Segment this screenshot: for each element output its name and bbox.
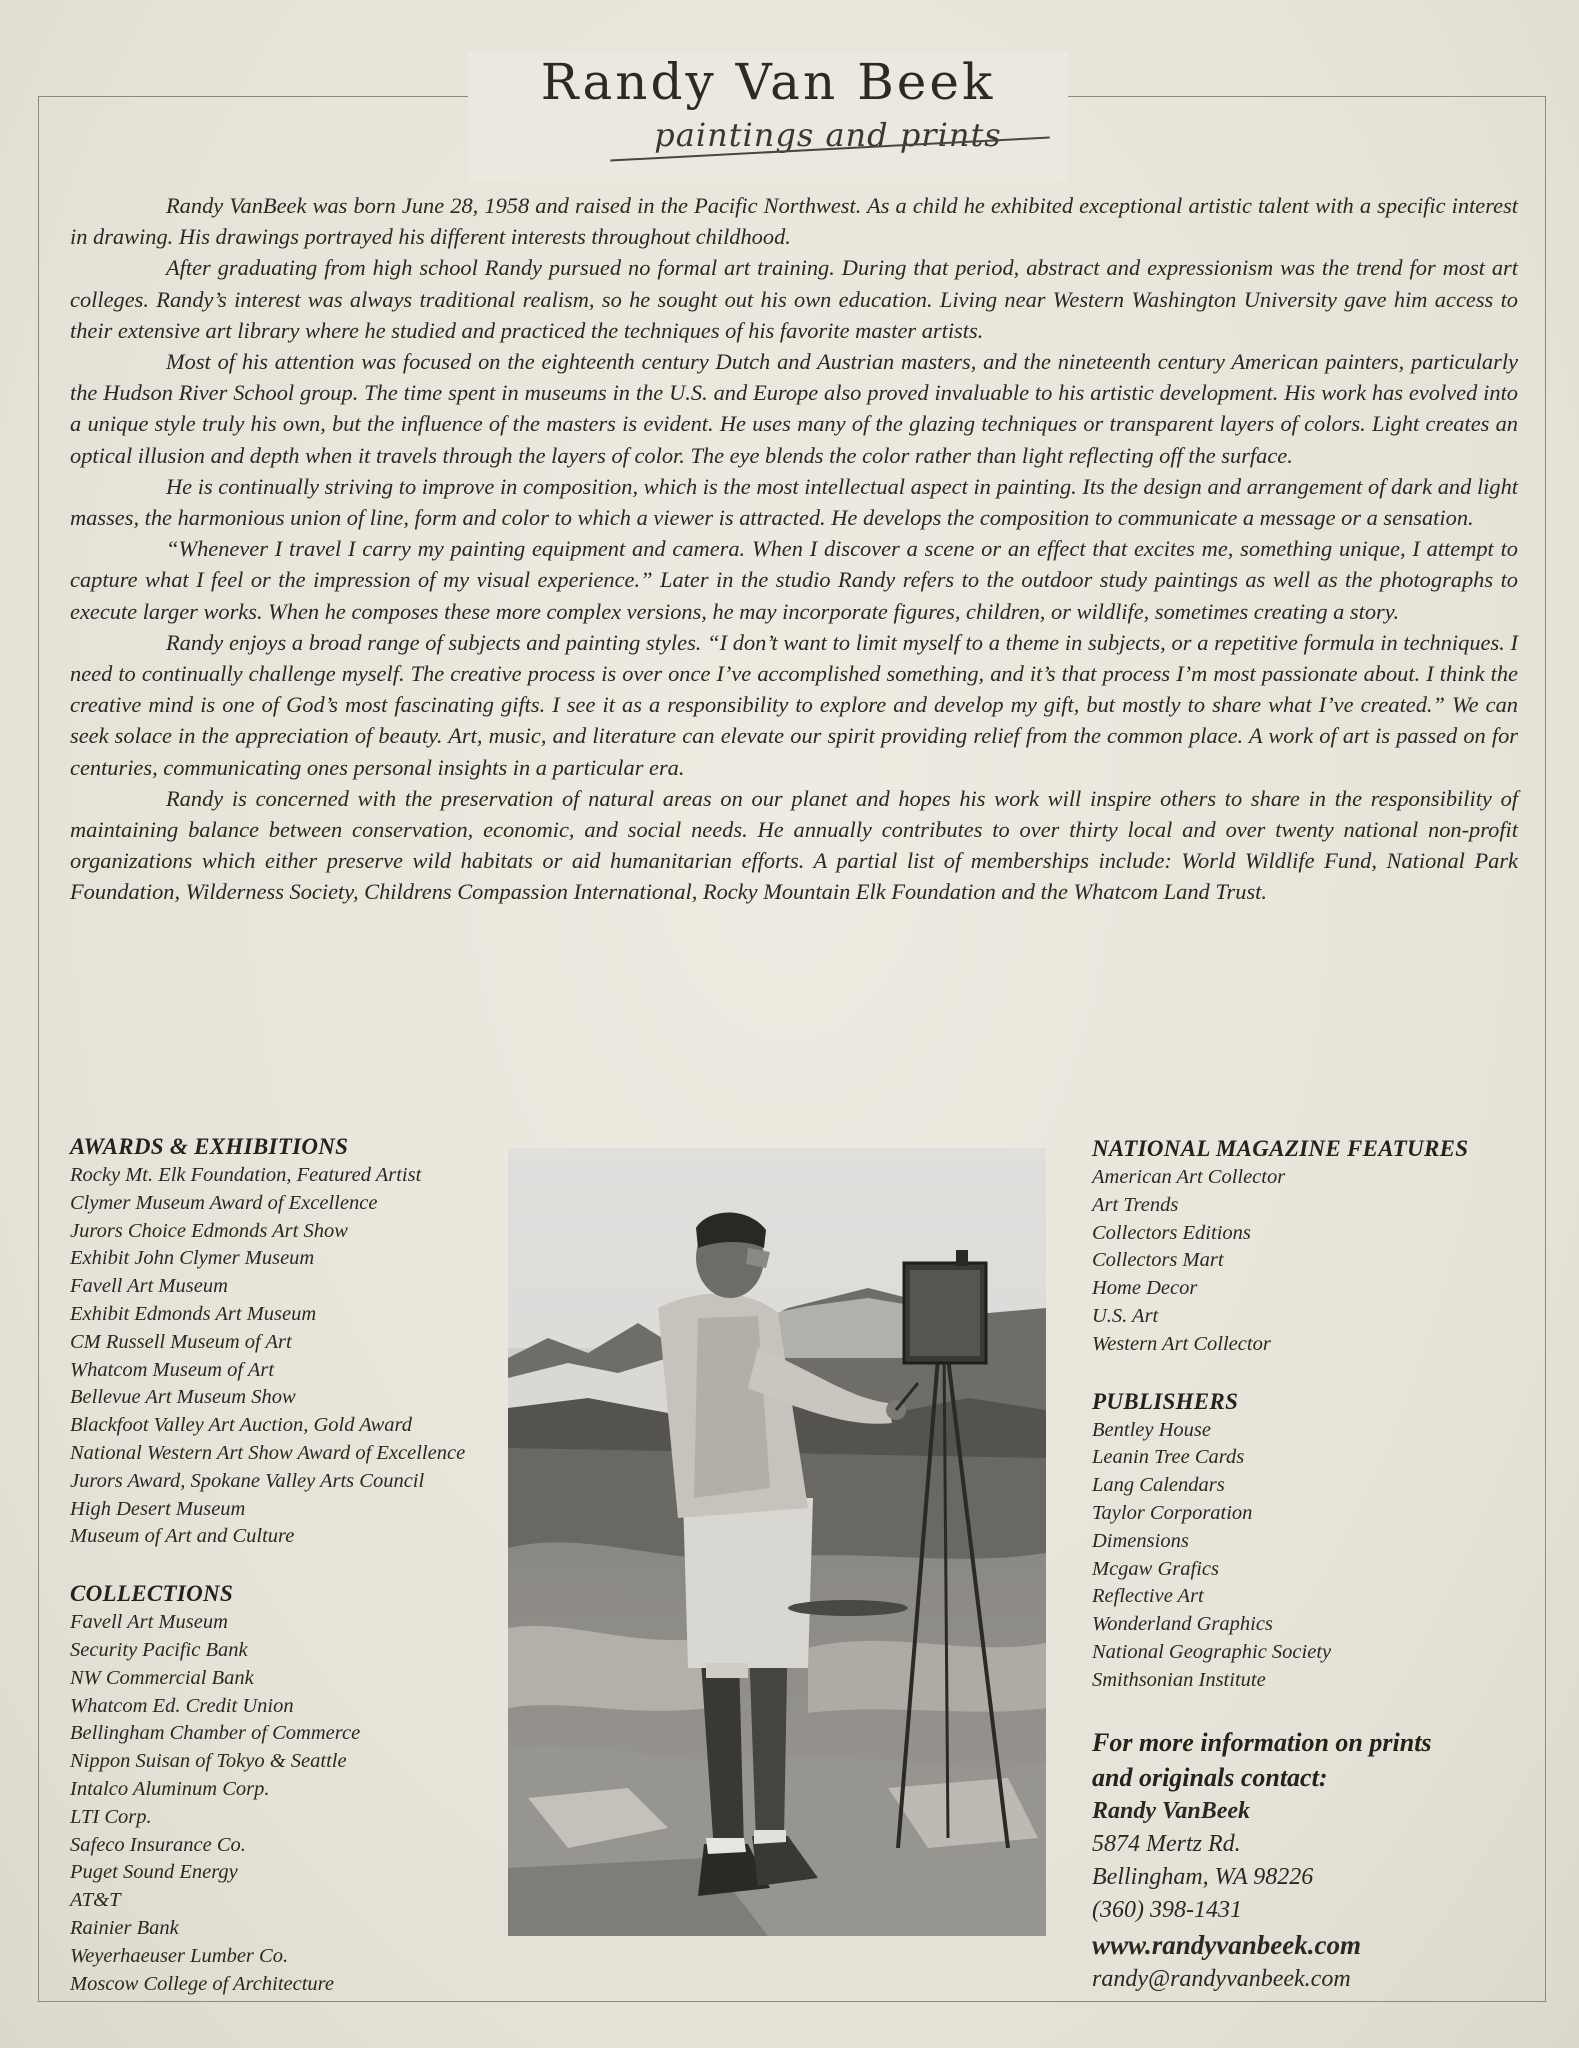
publishers-heading: PUBLISHERS [1092, 1388, 1239, 1414]
list-item: Smithsonian Institute [1092, 1668, 1266, 1691]
page-subtitle: paintings and prints [654, 116, 1002, 154]
list-item: Collectors Editions [1092, 1221, 1251, 1244]
list-item: Security Pacific Bank [70, 1638, 248, 1661]
contact-phone: (360) 398-1431 [1092, 1896, 1242, 1923]
list-item: Collectors Mart [1092, 1249, 1224, 1272]
biography [70, 190, 1518, 908]
awards-heading: AWARDS & EXHIBITIONS [70, 1134, 349, 1159]
collections-heading: COLLECTIONS [70, 1581, 234, 1607]
list-item: AT&T [70, 1889, 121, 1912]
list-item: U.S. Art [1092, 1304, 1159, 1327]
list-item: Museum of Art and Culture [70, 1525, 295, 1548]
list-item: Art Trends [1092, 1193, 1179, 1216]
list-item: Whatcom Ed. Credit Union [70, 1694, 294, 1717]
bio-paragraph: Randy VanBeek was born June 28, 1958 and raised in the Pacific Northwest. As a child he exhibited exceptional artistic talent with a specific interest in drawing. His drawings portrayed his different interests throughout childhood. [70, 193, 1518, 250]
artist-photo [508, 1148, 1046, 1936]
contact-address: 5874 Mertz Rd. [1092, 1830, 1241, 1857]
bio-paragraph: Most of his attention was focused on the eighteenth century Dutch and Austrian masters, and the nineteenth century American painters, particularly the Hudson River School group. The time spent in museums in the U.S. and Europe also proved invaluable to his artistic development. His work has evolved into a unique style truly his own, but the influence of the masters is evident. He uses many of the glazing techniques or transparent layers of colors. Light creates an optical illusion and depth when it travels through the layers of color. The eye blends the color rather than light reflecting off the surface. [70, 349, 1518, 468]
bio-paragraph: Randy enjoys a broad range of subjects and painting styles. “I don’t want to limit myself to a theme in subjects, or a repetitive formula in techniques. I need to continually challenge myself. The creative process is over once I’ve accomplished something, and it’s that process I’m most passionate about. I think the creative mind is one of God’s most fascinating gifts. I see it as a responsibility to explore and develop my gift, but mostly to share what I’ve created.” We can seek solace in the appreciation of beauty. Art, music, and literature can elevate our spirit providing relief from the common place. A work of art is passed on for centuries, communicating ones personal insights in a particular era. [70, 629, 1518, 780]
list-item: Blackfoot Valley Art Auction, Gold Award [70, 1414, 413, 1437]
list-item: National Western Art Show Award of Excellence [70, 1441, 466, 1464]
list-item: Puget Sound Energy [70, 1861, 238, 1884]
list-item: Dimensions [1092, 1529, 1189, 1552]
contact-city: Bellingham, WA 98226 [1092, 1863, 1314, 1890]
website-link[interactable]: www.randyvanbeek.com [1092, 1929, 1361, 1960]
list-item: Leanin Tree Cards [1092, 1446, 1245, 1469]
list-item: LTI Corp. [70, 1805, 152, 1828]
list-item: Home Decor [1092, 1277, 1198, 1300]
list-item: Favell Art Museum [70, 1275, 228, 1298]
list-item: Lang Calendars [1092, 1474, 1225, 1497]
list-item: Wonderland Graphics [1092, 1613, 1273, 1636]
left-column [70, 1132, 510, 1998]
bio-paragraph: Randy is concerned with the preservation of natural areas on our planet and hopes his work will inspire others to share in the responsibility of maintaining balance between conservation, economic, and social needs. He annually contributes to over thirty local and over twenty national non-profit organizations which either preserve wild habitats or aid humanitarian efforts. A partial list of memberships include: World Wildlife Fund, National Park Foundation, Wilderness Society, Childrens Compassion International, Rocky Mountain Elk Foundation and the Whatcom Land Trust. [70, 785, 1518, 905]
list-item: Rocky Mt. Elk Foundation, Featured Artist [70, 1164, 422, 1186]
list-item: Whatcom Museum of Art [70, 1358, 275, 1381]
list-item: Clymer Museum Award of Excellence [70, 1191, 378, 1214]
list-item: Reflective Art [1092, 1585, 1204, 1608]
list-item: Jurors Award, Spokane Valley Arts Council [70, 1469, 425, 1492]
email-link[interactable]: randy@randyvanbeek.com [1092, 1965, 1351, 1992]
spacer [70, 1551, 510, 1579]
collections-list [70, 1609, 510, 1998]
list-item: Western Art Collector [1092, 1332, 1271, 1355]
list-item: Nippon Suisan of Tokyo & Seattle [70, 1750, 347, 1773]
list-item: Taylor Corporation [1092, 1501, 1253, 1524]
list-item: NW Commercial Bank [70, 1666, 254, 1689]
list-item: Safeco Insurance Co. [70, 1833, 246, 1856]
list-item: Jurors Choice Edmonds Art Show [70, 1219, 348, 1242]
right-column [1092, 1134, 1532, 1996]
contact-heading: For more information on prints [1092, 1727, 1432, 1757]
list-item: American Art Collector [1092, 1166, 1286, 1188]
list-item: Moscow College of Architecture [70, 1972, 334, 1995]
list-item: Bellevue Art Museum Show [70, 1386, 296, 1409]
contact-name: Randy VanBeek [1092, 1797, 1251, 1824]
list-item: Exhibit John Clymer Museum [70, 1247, 315, 1270]
page-title: Randy Van Beek [540, 53, 996, 111]
contact-block [1092, 1725, 1532, 1996]
list-item: Weyerhaeuser Lumber Co. [70, 1944, 289, 1967]
header [468, 52, 1068, 182]
artist-painting-photo [508, 1148, 1046, 1936]
bio-paragraph: After graduating from high school Randy pursued no formal art training. During that period, abstract and expressionism was the trend for most art colleges. Randy’s interest was always traditional realism, so he sought out his own education. Living near Western Washington University gave him access to their extensive art library where he studied and practiced the techniques of his favorite master artists. [70, 255, 1518, 343]
bio-paragraph: He is continually striving to improve in composition, which is the most intellectual aspect in painting. Its the design and arrangement of dark and light masses, the harmonious union of line, form and color to which a viewer is attracted. He develops the composition to communicate a message or a sensation. [70, 473, 1518, 531]
magazines-heading: NATIONAL MAGAZINE FEATURES [1092, 1136, 1469, 1161]
list-item: Bellingham Chamber of Commerce [70, 1722, 361, 1745]
list-item: High Desert Museum [70, 1497, 246, 1520]
magazines-list [1092, 1164, 1532, 1359]
list-item: Mcgaw Grafics [1092, 1557, 1219, 1580]
list-item: Rainier Bank [70, 1916, 179, 1939]
list-item: National Geographic Society [1092, 1640, 1332, 1663]
bio-paragraph: “Whenever I travel I carry my painting equipment and camera. When I discover a scene or an effect that excites me, something unique, I attempt to capture what I feel or the impression of my visual experience.” Later in the studio Randy refers to the outdoor study paintings as well as the photographs to execute larger works. When he composes these more complex versions, he may incorporate figures, children, or wildlife, sometimes creating a story. [70, 536, 1518, 624]
awards-list [70, 1162, 510, 1551]
list-item: Bentley House [1092, 1418, 1211, 1441]
list-item: Intalco Aluminum Corp. [70, 1777, 270, 1800]
list-item: Exhibit Edmonds Art Museum [70, 1302, 317, 1325]
publishers-list [1092, 1417, 1532, 1695]
list-item: Favell Art Museum [70, 1611, 228, 1634]
contact-heading: and originals contact: [1092, 1762, 1328, 1792]
spacer [1092, 1359, 1532, 1387]
list-item: CM Russell Museum of Art [70, 1330, 292, 1353]
